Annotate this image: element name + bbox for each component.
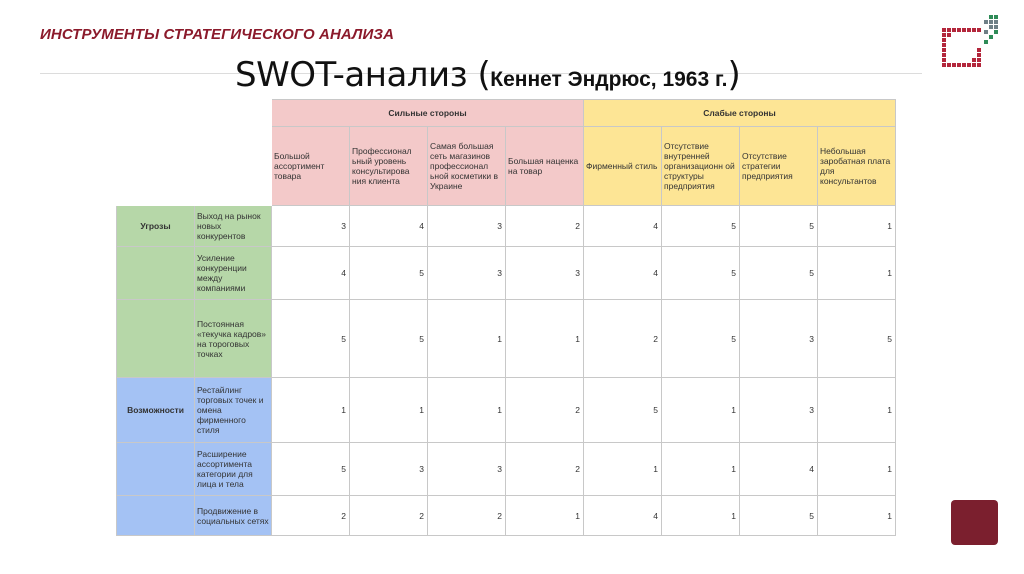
table-cell: 1: [428, 300, 506, 378]
column-header: Самая большая сеть магазинов профессионал ьной косметики в Украине: [428, 127, 506, 206]
row-label: Продвижение в социальных сетях: [195, 496, 272, 536]
table-cell: 5: [662, 206, 740, 247]
column-header: Большой ассортимент товара: [272, 127, 350, 206]
opportunities-category-fill: [117, 443, 195, 496]
table-cell: 4: [740, 443, 818, 496]
column-header: Отсутствие внутренней организационн ой структуры предприятия: [662, 127, 740, 206]
slide-title-main: SWOT-анализ (: [235, 55, 491, 95]
row-label: Рестайлинг торговых точек и омена фирменного стиля: [195, 378, 272, 443]
table-cell: 1: [350, 378, 428, 443]
table-cell: 2: [506, 443, 584, 496]
table-cell: 1: [506, 300, 584, 378]
column-header: Отсутствие стратегии предприятия: [740, 127, 818, 206]
threats-category-fill: [117, 300, 195, 378]
table-cell: 5: [272, 443, 350, 496]
table-cell: 1: [662, 378, 740, 443]
table-corner: [117, 100, 272, 206]
table-cell: 5: [350, 247, 428, 300]
table-cell: 4: [350, 206, 428, 247]
table-cell: 2: [584, 300, 662, 378]
table-row: [117, 378, 896, 443]
column-header: Большая наценка на товар: [506, 127, 584, 206]
section-title: ИНСТРУМЕНТЫ СТРАТЕГИЧЕСКОГО АНАЛИЗА: [40, 26, 395, 43]
table-cell: 5: [350, 300, 428, 378]
threats-category: Угрозы: [117, 206, 195, 247]
slide-title-close: ): [727, 55, 741, 95]
table-cell: 3: [740, 378, 818, 443]
column-header: Профессионал ьный уровень консультирова ния клиента: [350, 127, 428, 206]
table-row: [117, 496, 896, 536]
table-row: [117, 247, 896, 300]
table-cell: 1: [662, 443, 740, 496]
column-header: Фирменный стиль: [584, 127, 662, 206]
table-cell: 1: [818, 247, 896, 300]
table-cell: 5: [272, 300, 350, 378]
table-cell: 5: [584, 378, 662, 443]
table-cell: 2: [272, 496, 350, 536]
table-row: [117, 443, 896, 496]
slide-title-author: Кеннет Эндрюс, 1963 г.: [490, 68, 728, 91]
strengths-header: Сильные стороны: [272, 100, 584, 127]
table-cell: 5: [740, 247, 818, 300]
table-cell: 2: [350, 496, 428, 536]
table-cell: 4: [584, 496, 662, 536]
table-cell: 3: [428, 206, 506, 247]
table-cell: 2: [506, 378, 584, 443]
table-cell: 1: [818, 206, 896, 247]
table-cell: 4: [584, 247, 662, 300]
table-cell: 1: [662, 496, 740, 536]
table-cell: 3: [428, 247, 506, 300]
table-cell: 3: [272, 206, 350, 247]
table-cell: 1: [428, 378, 506, 443]
weaknesses-header: Слабые стороны: [584, 100, 896, 127]
table-cell: 5: [662, 247, 740, 300]
table-cell: 4: [584, 206, 662, 247]
table-cell: 5: [740, 496, 818, 536]
row-label: Постоянная «текучка кадров» на тороговых точках: [195, 300, 272, 378]
opportunities-category: Возможности: [117, 378, 195, 443]
table-row: [117, 206, 896, 247]
table-cell: 5: [662, 300, 740, 378]
threats-category-fill: [117, 247, 195, 300]
opportunities-category-fill: [117, 496, 195, 536]
table-cell: 3: [506, 247, 584, 300]
table-cell: 4: [272, 247, 350, 300]
table-cell: 1: [584, 443, 662, 496]
table-cell: 3: [740, 300, 818, 378]
table-cell: 2: [428, 496, 506, 536]
row-label: Усиление конкуренции между компаниями: [195, 247, 272, 300]
table-row: [117, 300, 896, 378]
slide-title: [235, 55, 741, 95]
slide-nav-button[interactable]: [951, 500, 998, 545]
table-cell: 5: [740, 206, 818, 247]
company-logo-icon: [936, 14, 1000, 76]
swot-table: [116, 99, 896, 536]
table-cell: 2: [506, 206, 584, 247]
row-label: Расширение ассортимента категории для лица и тела: [195, 443, 272, 496]
table-cell: 3: [350, 443, 428, 496]
table-cell: 1: [818, 378, 896, 443]
table-cell: 1: [506, 496, 584, 536]
row-label: Выход на рынок новых конкурентов: [195, 206, 272, 247]
table-cell: 1: [818, 496, 896, 536]
table-cell: 1: [818, 443, 896, 496]
table-cell: 1: [272, 378, 350, 443]
table-cell: 3: [428, 443, 506, 496]
column-header: Небольшая заробатная плата для консультантов: [818, 127, 896, 206]
table-cell: 5: [818, 300, 896, 378]
